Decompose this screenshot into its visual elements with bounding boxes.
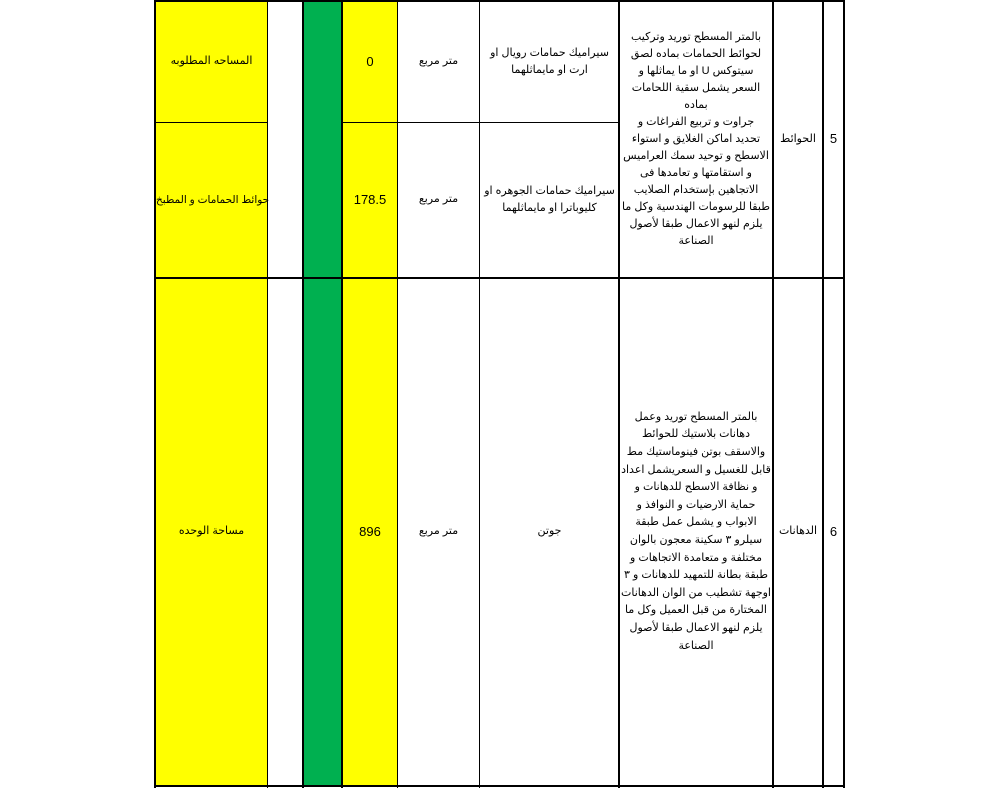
item-description-paints: بالمتر المسطح توريد وعمل دهانات بلاستيك للحوائط والاسقف بوتن فينوماستيك مط قابل للغسيل و السعريشمل اعداد و نظافة الاسطح للدهانات و حماية الارضيات و النوافذ و الابواب و يشمل عمل طبقة سيلرو ٣ سكينة معجون بالوان مختلفة و متعامدة الاتجاهات و طبقة بطانة للتمهيد للدهانات و ٣ اوجهة تشطيب من الوان الدهانات المختارة من قبل العميل وكل ما يلزم لنهو الاعمال طبقا لأصول الصناعة xyxy=(621,410,771,652)
note-row5b: حوائط الحمامات و المطبخ xyxy=(156,193,270,206)
quantity-row5a: 0 xyxy=(366,53,374,69)
item-name-walls: الحوائط xyxy=(780,132,816,145)
grid-line xyxy=(479,0,480,788)
note-row6: مساحة الوحده xyxy=(178,525,245,538)
item-name-paints: الدهانات xyxy=(778,525,818,538)
grid-line xyxy=(302,0,304,788)
quantity-row6: 896 xyxy=(359,523,381,539)
green-column xyxy=(304,2,341,785)
note-row5a: المساحه المطلوبه xyxy=(170,55,253,68)
spec-row5b: سيراميك حمامات الجوهره او كليوباترا او مايماثلهما xyxy=(484,184,615,214)
grid-line xyxy=(154,785,845,787)
unit-row5a: متر مربع xyxy=(418,55,459,68)
row-number-5: 5 xyxy=(829,131,838,147)
spec-row5a: سيراميك حمامات رويال او ارت او مايماثلهما xyxy=(490,46,609,76)
item-description-walls: بالمتر المسطح توريد وتركيب لحوائط الحمامات بماده لصق سيتوكس U او ما يماثلها و السعر يشمل سقية اللحامات بماده جراوت و تربيع الفراغات و تحديد اماكن الغلايق و استواء الاسطح و توحيد سمك العراميس و استقامتها و تعامدها فى الاتجاهين بإستخدام الصلايب طبقا للرسومات الهندسية وكل ما يلزم لنهو الاعمال طبقا لأصول الصناعة xyxy=(622,30,770,248)
unit-row5b: متر مربع xyxy=(418,193,459,206)
unit-row6: متر مربع xyxy=(418,525,459,538)
grid-line xyxy=(843,0,845,788)
quantity-row5b: 178.5 xyxy=(353,191,387,207)
row-number-6: 6 xyxy=(829,523,838,539)
grid-line xyxy=(267,0,268,788)
spec-row6: جوتن xyxy=(537,525,562,538)
